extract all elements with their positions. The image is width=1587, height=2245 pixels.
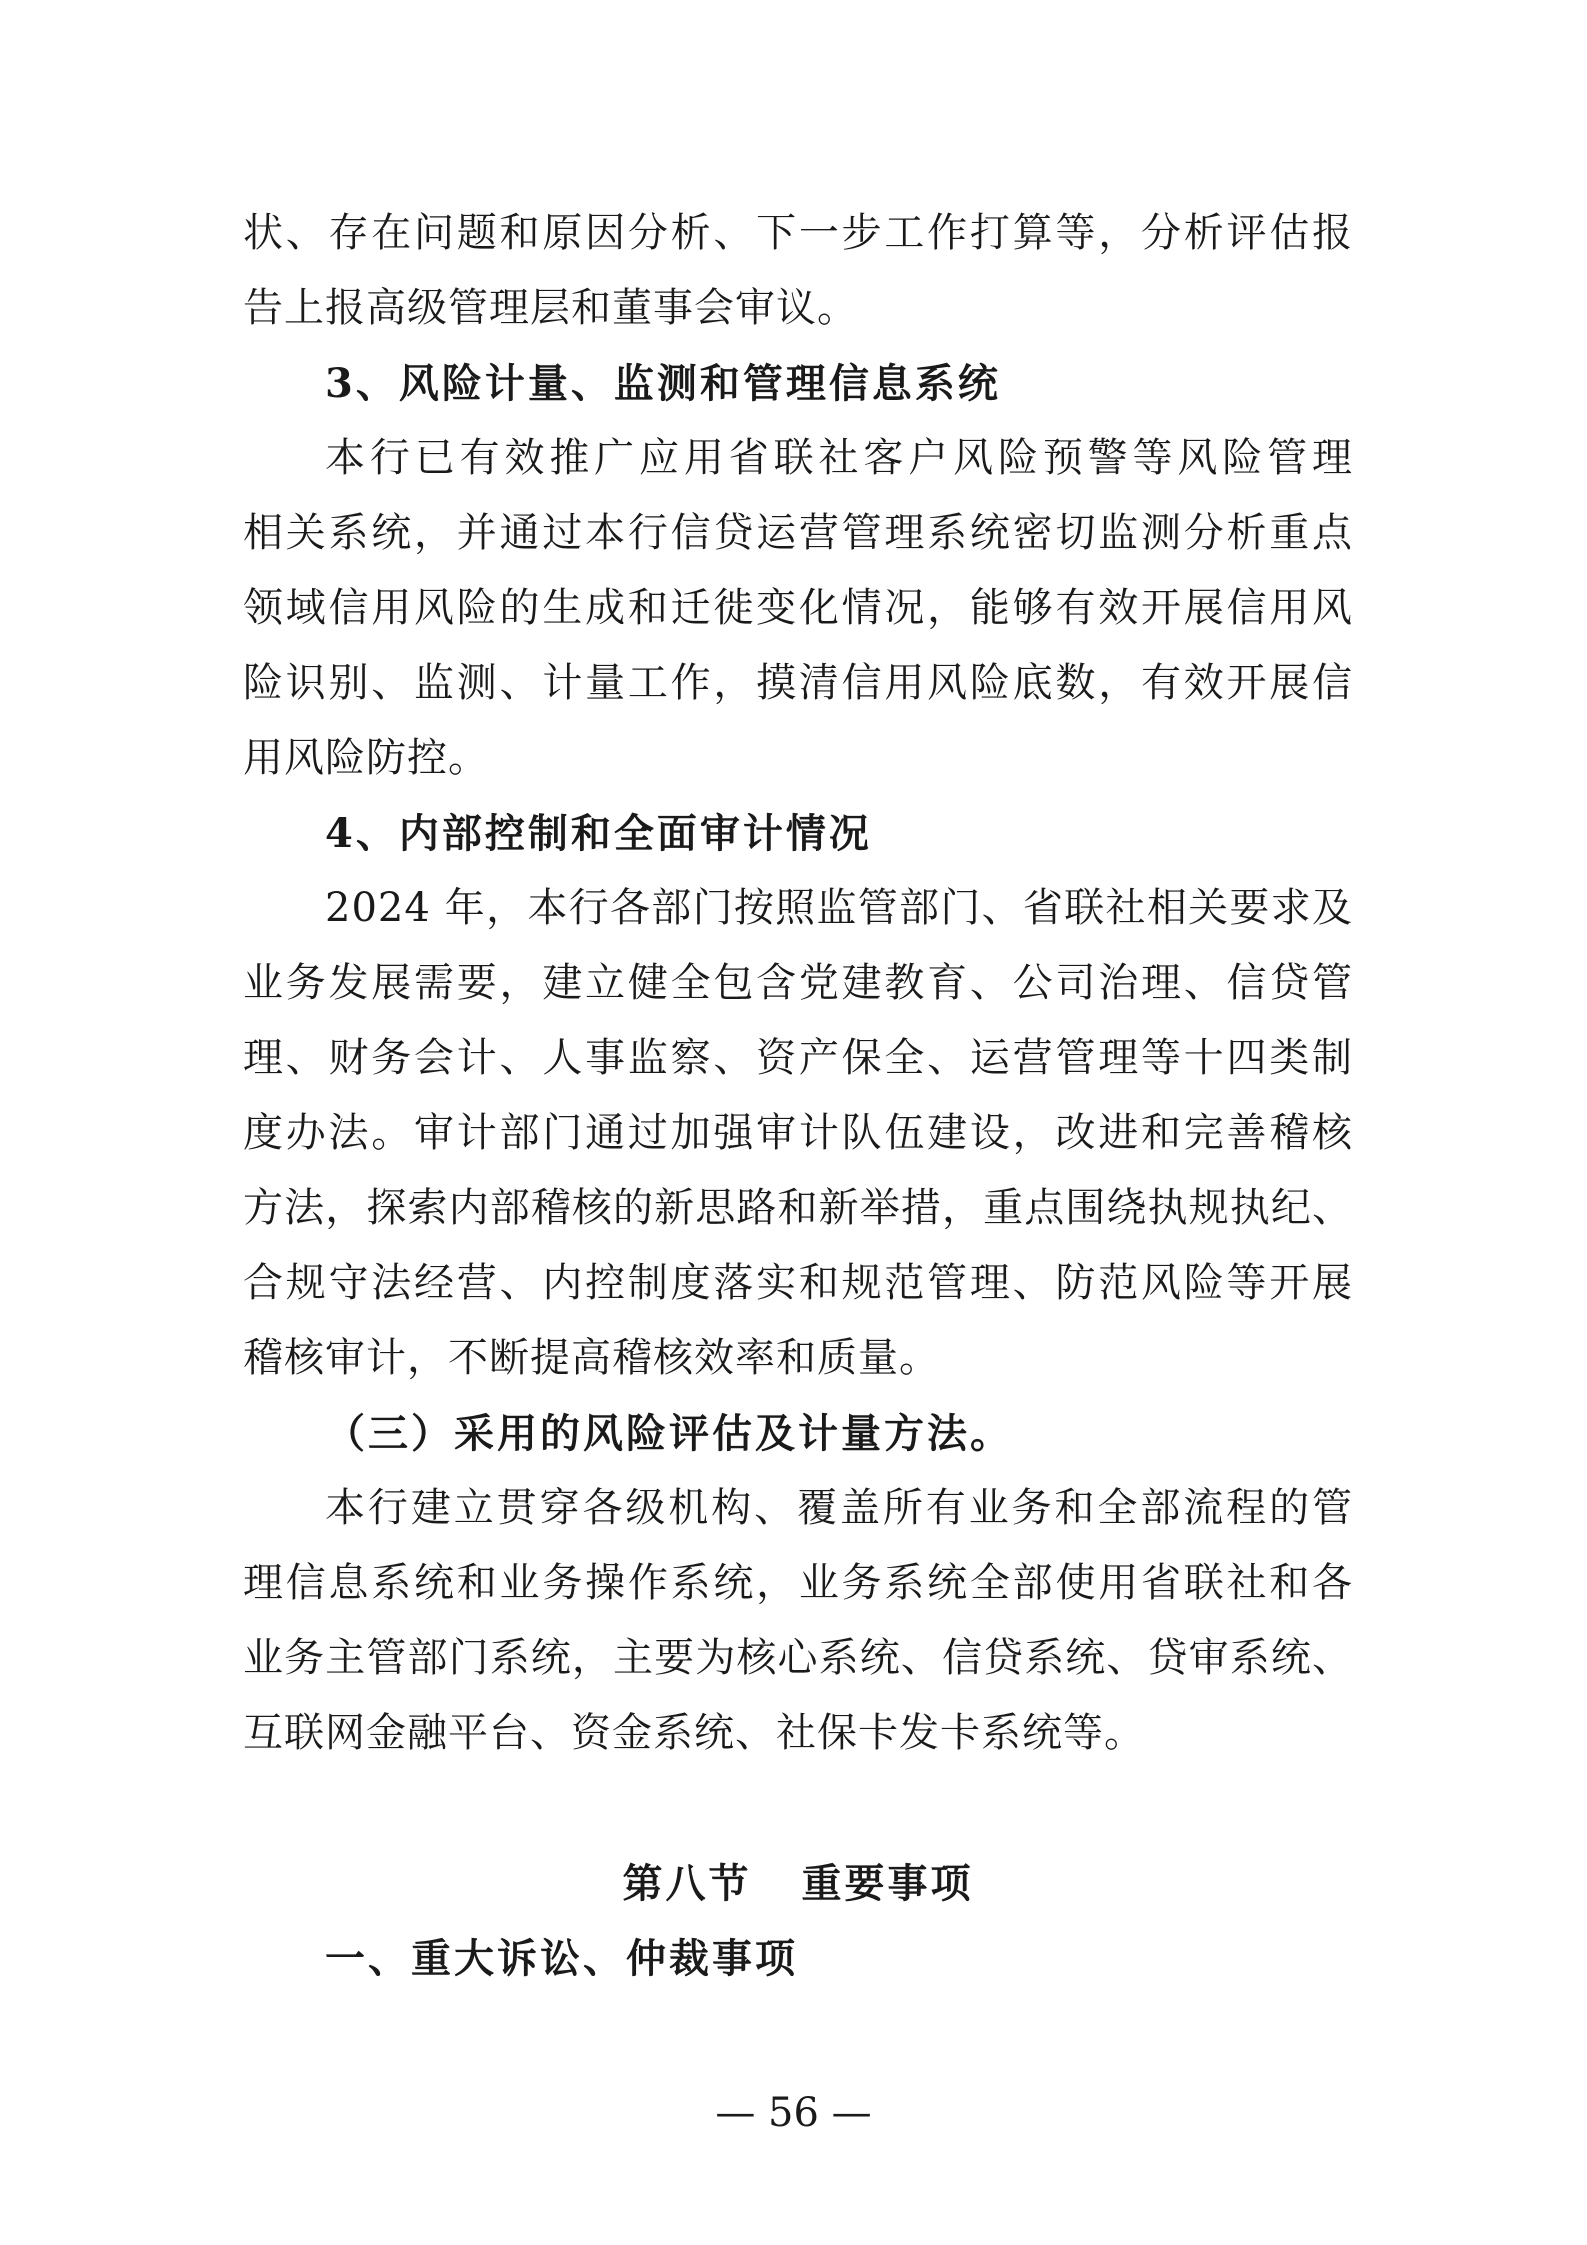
text-line: 方法，探索内部稽核的新思路和新举措，重点围绕执规执纪、 — [243, 1185, 1353, 1231]
section-title — [243, 1846, 1353, 1921]
section-name: 重要事项 — [801, 1860, 974, 1907]
text-line: 业务主管部门系统，主要为核心系统、信贷系统、贷审系统、 — [243, 1635, 1353, 1681]
heading-litigation: 一、重大诉讼、仲裁事项 — [325, 1935, 798, 1982]
section-number: 第八节 — [622, 1860, 752, 1907]
text-line: 告上报高级管理层和董事会审议。 — [243, 285, 858, 331]
page-number: — 56 — — [715, 2090, 872, 2136]
text-line: 度办法。审计部门通过加强审计队伍建设，改进和完善稽核 — [243, 1110, 1353, 1156]
text-line: 2024 年，本行各部门按照监管部门、省联社相关要求及 — [325, 885, 1353, 931]
text-line: 相关系统，并通过本行信贷运营管理系统密切监测分析重点 — [243, 510, 1353, 556]
paragraph-risk-assessment — [243, 1471, 1353, 1771]
paragraph-internal-control — [243, 871, 1353, 1396]
text-line: 互联网金融平台、资金系统、社保卡发卡系统等。 — [243, 1710, 1145, 1756]
text-line: 状、存在问题和原因分析、下一步工作打算等，分析评估报 — [243, 210, 1353, 256]
heading-risk-systems: 3、风险计量、监测和管理信息系统 — [325, 360, 1001, 407]
text-line: 本行建立贯穿各级机构、覆盖所有业务和全部流程的管 — [325, 1485, 1353, 1531]
text-line: 用风险防控。 — [243, 735, 489, 781]
text-line: 理信息系统和业务操作系统，业务系统全部使用省联社和各 — [243, 1560, 1353, 1606]
text-line: 险识别、监测、计量工作，摸清信用风险底数，有效开展信 — [243, 660, 1353, 706]
text-line: 理、财务会计、人事监察、资产保全、运营管理等十四类制 — [243, 1035, 1353, 1081]
paragraph-risk-report — [243, 196, 1353, 346]
page-body — [243, 196, 1353, 1996]
text-line: 合规守法经营、内控制度落实和规范管理、防范风险等开展 — [243, 1260, 1353, 1306]
heading-internal-control: 4、内部控制和全面审计情况 — [325, 810, 872, 857]
text-line: 本行已有效推广应用省联社客户风险预警等风险管理 — [325, 435, 1353, 481]
text-line: 稽核审计，不断提高稽核效率和质量。 — [243, 1335, 940, 1381]
paragraph-risk-systems — [243, 421, 1353, 796]
heading-risk-assessment: （三）采用的风险评估及计量方法。 — [325, 1410, 1013, 1457]
text-line: 领域信用风险的生成和迁徙变化情况，能够有效开展信用风 — [243, 585, 1353, 631]
text-line: 业务发展需要，建立健全包含党建教育、公司治理、信贷管 — [243, 960, 1353, 1006]
